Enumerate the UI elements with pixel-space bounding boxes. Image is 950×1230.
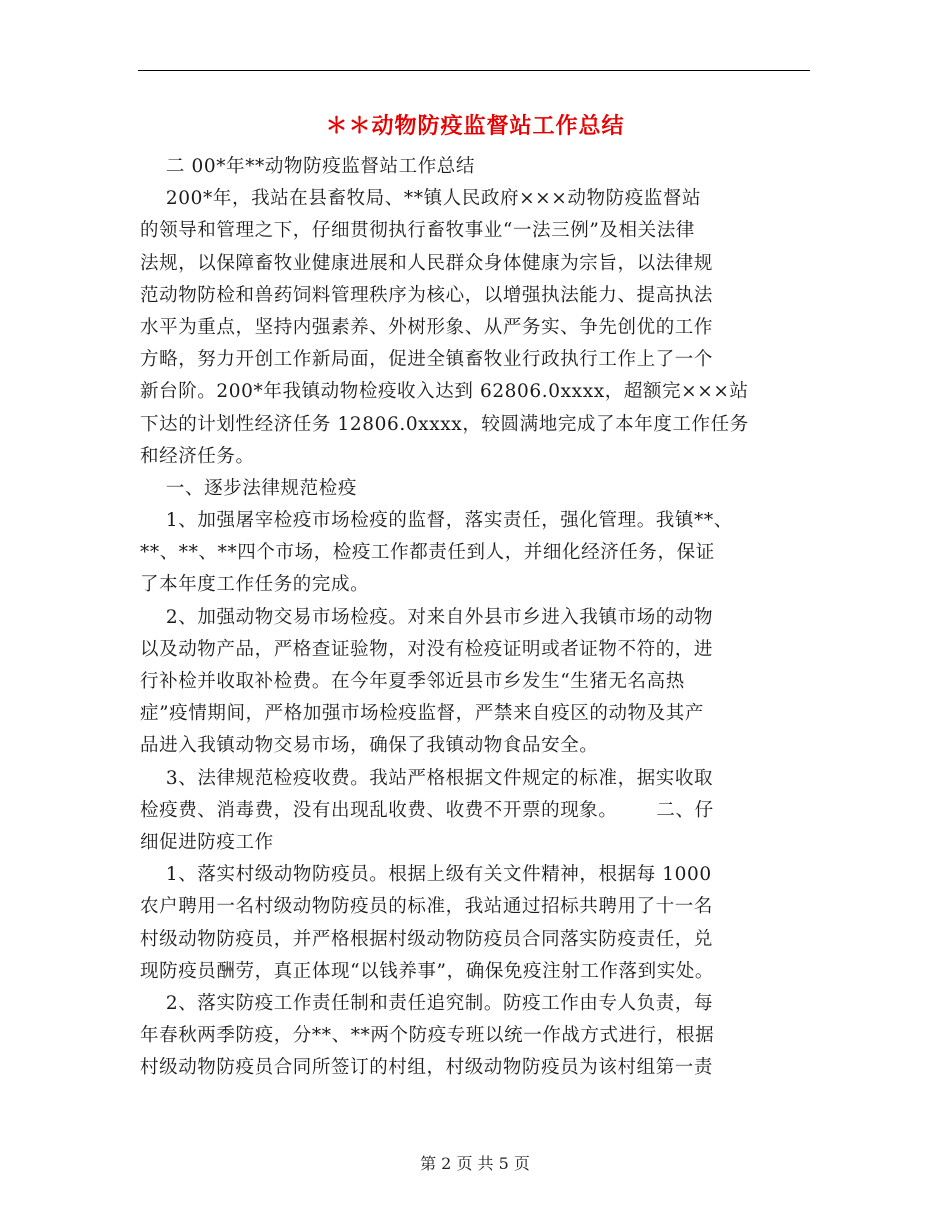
document-body	[140, 151, 812, 1084]
body-line: **、**、**四个市场，检疫工作都责任到人，并细化经济任务，保证	[140, 542, 715, 564]
body-line: 细促进防疫工作	[140, 831, 274, 853]
body-line: 法规，以保障畜牧业健康进展和人民群众身体健康为宗旨，以法律规	[140, 252, 714, 274]
body-line: 检疫费、消毒费，没有出现乱收费、收费不开票的现象。 二、仔	[140, 799, 714, 821]
document-title: ＊＊动物防疫监督站工作总结	[325, 113, 625, 139]
body-line: 水平为重点，坚持内强素养、外树形象、从严务实、争先创优的工作	[140, 316, 714, 338]
body-line: 村级动物防疫员，并严格根据村级动物防疫员合同落实防疫责任，兑	[140, 928, 714, 950]
body-line: 和经济任务。	[140, 445, 255, 467]
body-line: 品进入我镇动物交易市场，确保了我镇动物食品安全。	[140, 735, 599, 757]
page-number: 第 2 页 共 5 页	[420, 1154, 530, 1173]
body-line: 3、法律规范检疫收费。我站严格根据文件规定的标准，据实收取	[140, 767, 714, 789]
body-line: 年春秋两季防疫，分**、**两个防疫专班以统一作战方式进行，根据	[140, 1025, 715, 1047]
body-line: 1、落实村级动物防疫员。根据上级有关文件精神，根据每 1000	[140, 864, 712, 886]
body-line: 现防疫员酬劳，真正体现“以钱养事”，确保免疫注射工作落到实处。	[140, 960, 715, 982]
body-line: 村级动物防疫员合同所签订的村组，村级动物防疫员为该村组第一责	[140, 1057, 714, 1079]
body-line: 新台阶。200*年我镇动物检疫收入达到 62806.0xxxx，超额完×××站	[140, 381, 749, 403]
body-line: 下达的计划性经济任务 12806.0xxxx，较圆满地完成了本年度工作任务	[140, 413, 749, 435]
body-line: 200*年，我站在县畜牧局、**镇人民政府×××动物防疫监督站	[140, 188, 702, 210]
body-line: 方略，努力开创工作新局面，促进全镇畜牧业行政执行工作上了一个	[140, 349, 714, 371]
body-line: 2、落实防疫工作责任制和责任追究制。防疫工作由专人负责，每	[140, 992, 714, 1014]
body-line: 一、逐步法律规范检疫	[140, 477, 357, 499]
body-line: 2、加强动物交易市场检疫。对来自外县市乡进入我镇市场的动物	[140, 606, 714, 628]
body-line: 了本年度工作任务的完成。	[140, 574, 370, 596]
body-line: 范动物防检和兽药饲料管理秩序为核心，以增强执法能力、提高执法	[140, 284, 714, 306]
body-line: 1、加强屠宰检疫市场检疫的监督，落实责任，强化管理。我镇**、	[140, 510, 733, 532]
body-line: 的领导和管理之下，仔细贯彻执行畜牧事业“一法三例”及相关法律	[140, 220, 695, 242]
body-line: 以及动物产品，严格查证验物，对没有检疫证明或者证物不符的，进	[140, 638, 714, 660]
header-rule	[138, 70, 810, 71]
body-line: 症”疫情期间，严格加强市场检疫监督，严禁来自疫区的动物及其产	[140, 703, 704, 725]
body-line: 行补检并收取补检费。在今年夏季邻近县市乡发生“生猪无名高热	[140, 671, 685, 692]
body-line: 二 00*年**动物防疫监督站工作总结	[140, 156, 475, 177]
body-line: 农户聘用一名村级动物防疫员的标准，我站通过招标共聘用了十一名	[140, 896, 714, 918]
